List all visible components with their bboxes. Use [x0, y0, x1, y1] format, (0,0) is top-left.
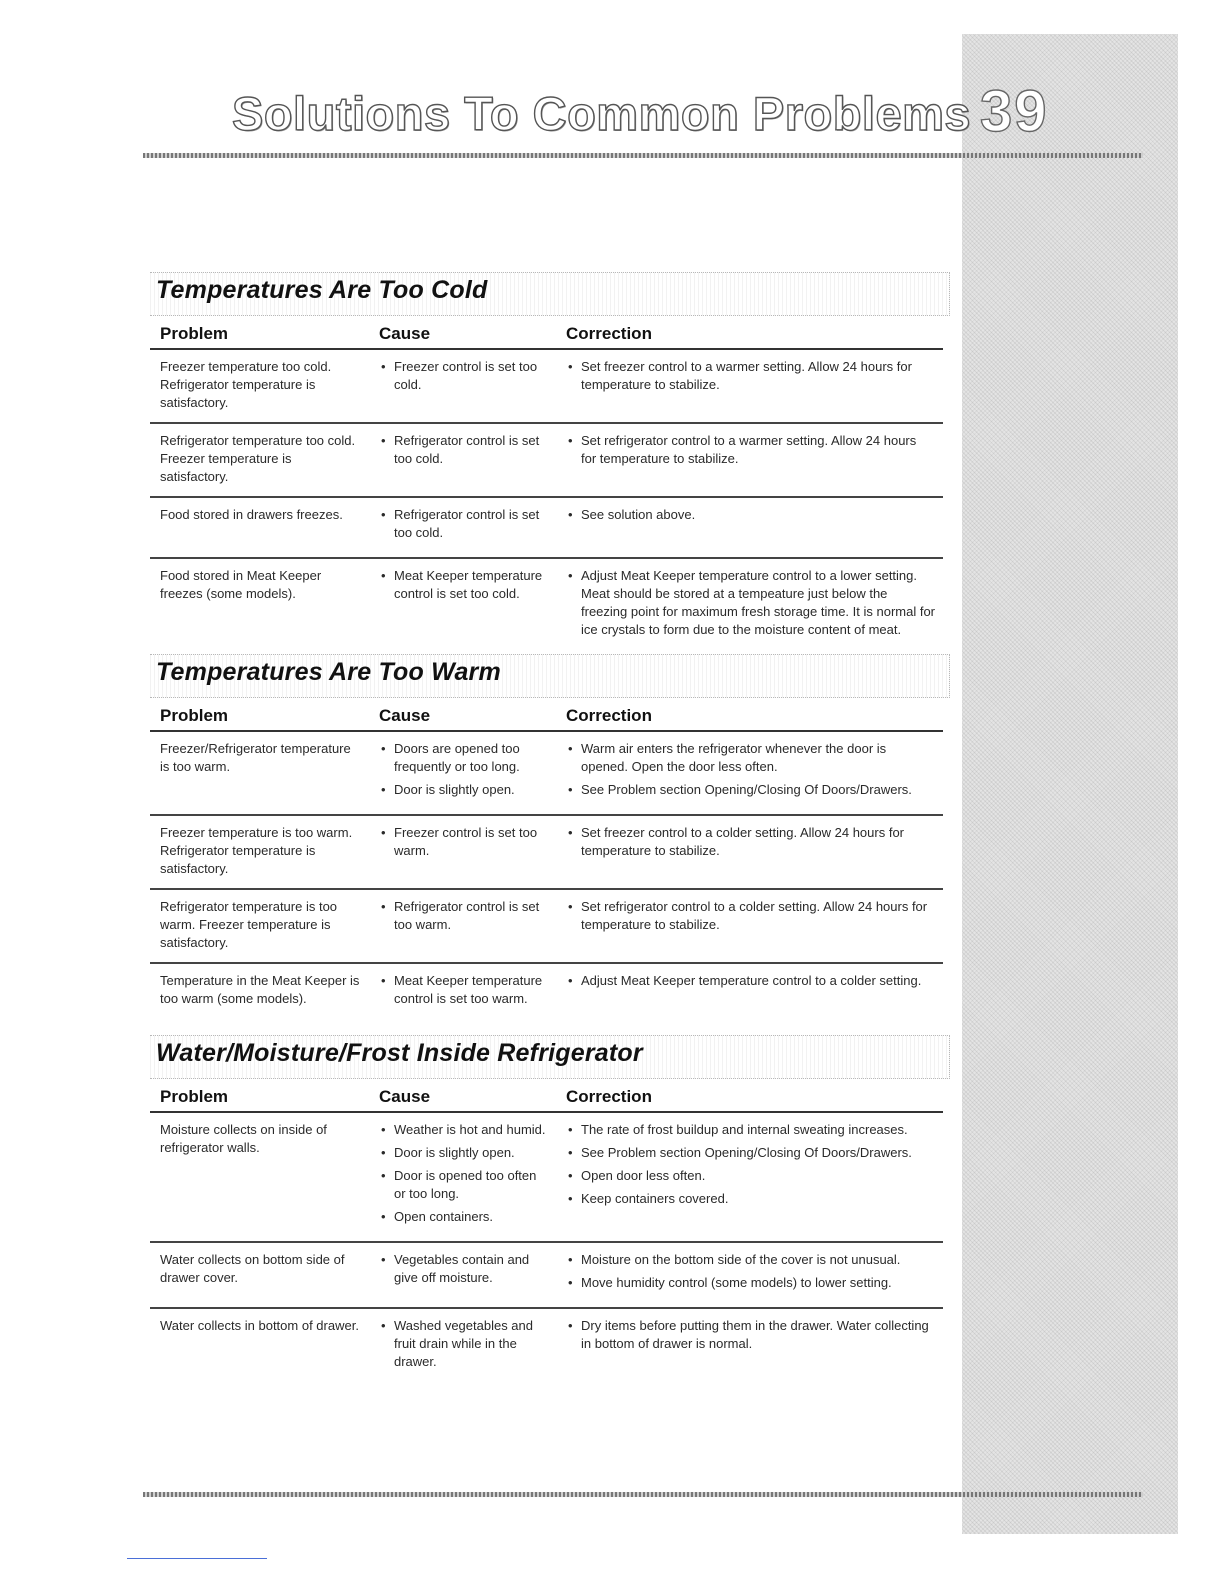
- problem-cell: Food stored in drawers freezes.: [150, 497, 369, 558]
- column-header-correction: Correction: [556, 704, 943, 731]
- problem-cell: Refrigerator temperature too cold. Freezer temperature is satisfactory.: [150, 423, 369, 497]
- cause-item: • Door is opened too often or too long.: [379, 1167, 548, 1203]
- cause-item: • Doors are opened too frequently or too long.: [379, 740, 548, 776]
- correction-list: [566, 506, 935, 524]
- section-water-moisture-frost: [150, 1035, 950, 1376]
- correction-item: • See Problem section Opening/Closing Of Doors/Drawers.: [566, 1144, 935, 1162]
- cause-cell: [369, 349, 556, 423]
- correction-item: • Set refrigerator control to a warmer setting. Allow 24 hours for temperature to stabilize.: [566, 432, 935, 468]
- correction-list: [566, 1317, 935, 1353]
- cause-item: • Refrigerator control is set too cold.: [379, 506, 548, 542]
- correction-cell: [556, 815, 943, 889]
- correction-list: [566, 972, 935, 990]
- problem-cell: Freezer temperature too cold. Refrigerator temperature is satisfactory.: [160, 359, 332, 410]
- table-row: [150, 815, 943, 889]
- correction-cell: [556, 349, 943, 423]
- header-rule: [143, 153, 1143, 158]
- problem-cell: Food stored in Meat Keeper freezes (some models).: [150, 558, 369, 644]
- correction-item: • Dry items before putting them in the drawer. Water collecting in bottom of drawer is normal.: [566, 1317, 935, 1353]
- problem-cell: Water collects on bottom side of drawer cover.: [150, 1242, 369, 1308]
- table-row: [150, 349, 943, 423]
- cause-item: • Meat Keeper temperature control is set too warm.: [379, 972, 548, 1008]
- cause-item: • Refrigerator control is set too warm.: [379, 898, 548, 934]
- correction-cell: [556, 497, 943, 558]
- table-row: [150, 497, 943, 558]
- cause-item: • Freezer control is set too warm.: [379, 824, 548, 860]
- section-header: [150, 1035, 950, 1079]
- problem-table: [150, 322, 943, 644]
- correction-cell: [556, 1308, 943, 1376]
- correction-cell: [556, 1112, 943, 1242]
- correction-list: [566, 898, 935, 934]
- table-row: [150, 558, 943, 644]
- correction-item: • See Problem section Opening/Closing Of Doors/Drawers.: [566, 781, 935, 799]
- section-title: Temperatures Are Too Cold: [156, 276, 488, 304]
- problem-cell: Water collects in bottom of drawer.: [150, 1308, 369, 1376]
- column-header-correction: Correction: [556, 322, 943, 349]
- cause-item: • Weather is hot and humid.: [379, 1121, 548, 1139]
- table-header-row: [150, 322, 943, 349]
- correction-cell: [556, 1242, 943, 1308]
- cause-cell: [369, 1112, 556, 1242]
- cause-cell: [369, 963, 556, 1013]
- cause-list: [379, 1121, 548, 1226]
- section-header: [150, 654, 950, 698]
- page-number: 39: [980, 79, 1049, 144]
- correction-cell: [556, 423, 943, 497]
- cause-item: • Washed vegetables and fruit drain while in the drawer.: [379, 1317, 548, 1371]
- column-header-cause: Cause: [369, 1085, 556, 1112]
- problem-cell: Refrigerator temperature is too warm. Freezer temperature is satisfactory.: [150, 889, 369, 963]
- column-header-cause: Cause: [369, 322, 556, 349]
- cause-list: [379, 824, 548, 860]
- table-row: [150, 423, 943, 497]
- cause-item: • Open containers.: [379, 1208, 548, 1226]
- cause-item: • Refrigerator control is set too cold.: [379, 432, 548, 468]
- cause-list: [379, 432, 548, 468]
- correction-item: • Set refrigerator control to a colder setting. Allow 24 hours for temperature to stabilize.: [566, 898, 935, 934]
- correction-list: [566, 567, 935, 639]
- correction-cell: [556, 558, 943, 644]
- table-row: [150, 731, 943, 815]
- section-header: [150, 272, 950, 316]
- cause-list: [379, 567, 548, 603]
- cause-cell: [369, 815, 556, 889]
- column-header-cause: Cause: [369, 704, 556, 731]
- table-header-row: [150, 1085, 943, 1112]
- correction-item: • Keep containers covered.: [566, 1190, 935, 1208]
- column-header-problem: Problem: [150, 322, 369, 349]
- table-row: [150, 1242, 943, 1308]
- correction-cell: [556, 731, 943, 815]
- column-header-problem: Problem: [150, 1085, 369, 1112]
- table-row: [150, 1112, 943, 1242]
- correction-list: [566, 740, 935, 799]
- section-too-warm: [150, 654, 950, 1013]
- correction-item: • Open door less often.: [566, 1167, 935, 1185]
- cause-item: • Door is slightly open.: [379, 1144, 548, 1162]
- table-row: [150, 1308, 943, 1376]
- table-header-row: [150, 704, 943, 731]
- cause-cell: [369, 889, 556, 963]
- cause-cell: [369, 497, 556, 558]
- table-row: [150, 963, 943, 1013]
- cause-cell: [369, 558, 556, 644]
- problem-table: [150, 1085, 943, 1376]
- problem-cell: Moisture collects on inside of refrigerator walls.: [160, 1122, 327, 1155]
- correction-list: [566, 1121, 935, 1208]
- cause-cell: [369, 731, 556, 815]
- correction-item: • Set freezer control to a warmer setting. Allow 24 hours for temperature to stabilize.: [566, 358, 935, 394]
- cause-list: [379, 898, 548, 934]
- column-header-problem: Problem: [150, 704, 369, 731]
- cause-item: • Meat Keeper temperature control is set too cold.: [379, 567, 548, 603]
- correction-cell: [556, 889, 943, 963]
- correction-item: • Adjust Meat Keeper temperature control to a lower setting. Meat should be stored at a tempeature just below the freezing point for maximum fresh storage time. It is normal for ice crystals to form due to the moisture content of meat.: [566, 567, 935, 639]
- section-title: Temperatures Are Too Warm: [156, 658, 501, 686]
- correction-list: [566, 824, 935, 860]
- correction-list: [566, 358, 935, 394]
- column-header-correction: Correction: [556, 1085, 943, 1112]
- cause-list: [379, 358, 548, 394]
- correction-item: • See solution above.: [566, 506, 935, 524]
- footer-rule: [143, 1492, 1143, 1497]
- cause-list: [379, 1317, 548, 1371]
- cause-cell: [369, 1308, 556, 1376]
- correction-item: • Warm air enters the refrigerator whenever the door is opened. Open the door less often.: [566, 740, 935, 776]
- correction-item: • Moisture on the bottom side of the cover is not unusual.: [566, 1251, 935, 1269]
- cause-item: • Freezer control is set too cold.: [379, 358, 548, 394]
- cause-list: [379, 1251, 548, 1287]
- table-row: [150, 889, 943, 963]
- correction-item: • Move humidity control (some models) to lower setting.: [566, 1274, 935, 1292]
- problem-cell: Temperature in the Meat Keeper is too warm (some models).: [150, 963, 369, 1013]
- section-too-cold: [150, 272, 950, 644]
- problem-cell: Freezer/Refrigerator temperature is too warm.: [160, 741, 351, 774]
- cause-list: [379, 972, 548, 1008]
- correction-list: [566, 432, 935, 468]
- correction-cell: [556, 963, 943, 1013]
- correction-list: [566, 1251, 935, 1292]
- page-title: Solutions To Common Problems: [232, 87, 972, 140]
- correction-item: • Set freezer control to a colder setting. Allow 24 hours for temperature to stabilize.: [566, 824, 935, 860]
- section-title: Water/Moisture/Frost Inside Refrigerator: [156, 1039, 643, 1067]
- correction-item: • Adjust Meat Keeper temperature control to a colder setting.: [566, 972, 935, 990]
- cause-cell: [369, 423, 556, 497]
- cause-list: [379, 506, 548, 542]
- cause-cell: [369, 1242, 556, 1308]
- footer-link-line: [127, 1558, 267, 1559]
- decorative-sidebar: [962, 34, 1178, 1534]
- cause-list: [379, 740, 548, 799]
- problem-table: [150, 704, 943, 1013]
- correction-item: • The rate of frost buildup and internal sweating increases.: [566, 1121, 935, 1139]
- problem-cell: Freezer temperature is too warm. Refrigerator temperature is satisfactory.: [150, 815, 369, 889]
- cause-item: • Door is slightly open.: [379, 781, 548, 799]
- cause-item: • Vegetables contain and give off moisture.: [379, 1251, 548, 1287]
